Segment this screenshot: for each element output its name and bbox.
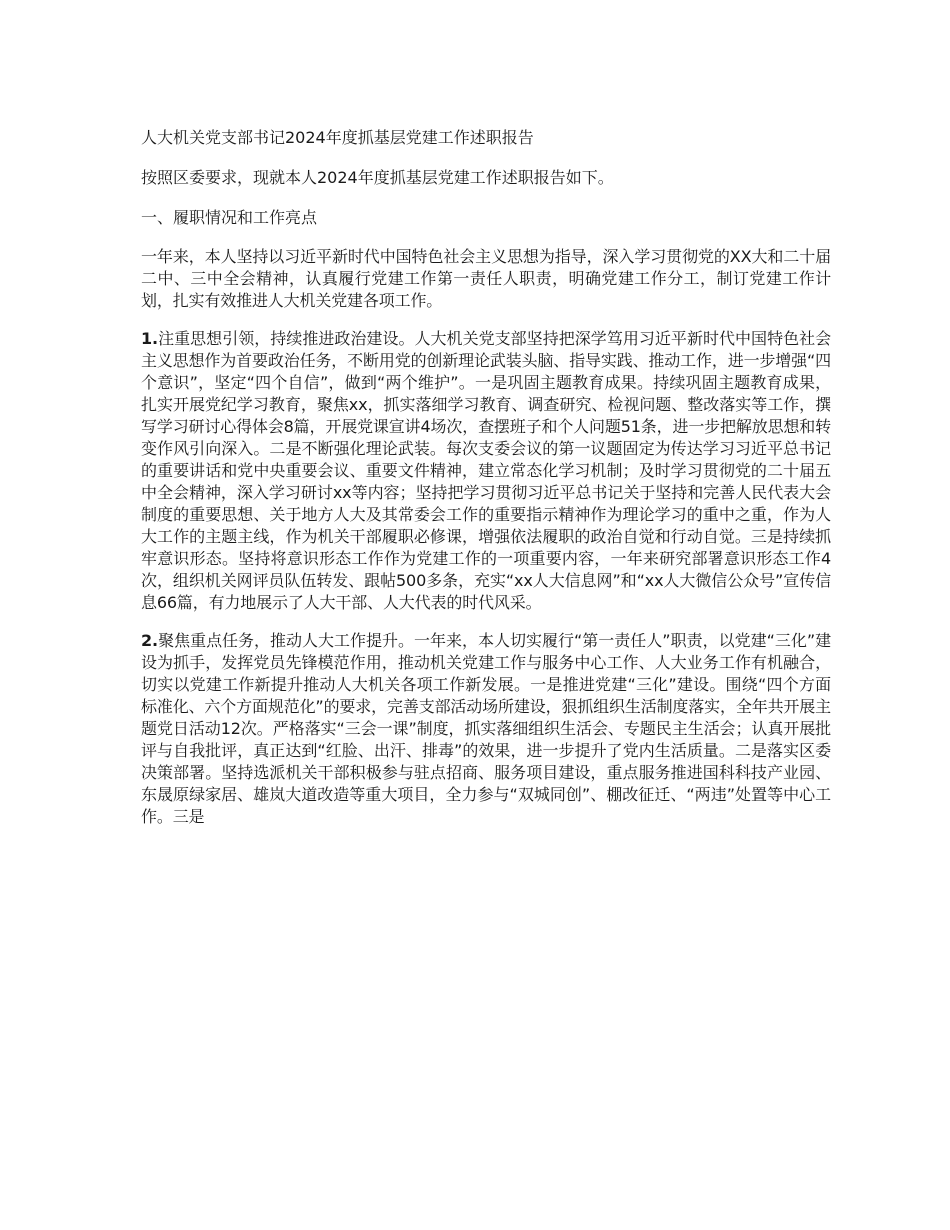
intro-paragraph: 按照区委要求，现就本人2024年度抓基层党建工作述职报告如下。 <box>141 168 614 187</box>
paragraph-text: 注重思想引领，持续推进政治建设。人大机关党支部坚持把深学笃用习近平新时代中国特色社会主义思想作为首要政治任务，不断用党的创新理论武装头脑、指导实践、推动工作，进一步增强“四个意识”，坚定“四个自信”，做到“两个维护”。一是巩固主题教育成果。持续巩固主题教育成果，扎实开展党纪学习教育，聚焦xx，抓实落细学习教育、调查研究、检视问题、整改落实等工作，撰写学习研讨心得体会8篇，开展党课宣讲4场次，查摆班子和个人问题51条，进一步把解放思想和转变作风引向深入。二是不断强化理论武装。每次支委会议的第一议题固定为传达学习习近平总书记的重要讲话和党中央重要会议、重要文件精神，建立常态化学习机制；及时学习贯彻党的二十届五中全会精神，深入学习研讨xx等内容；坚持把学习贯彻习近平总书记关于坚持和完善人民代表大会制度的重要思想、关于地方人大及其常委会工作的重要指示精神作为理论学习的重中之重，作为人大工作的主题主线，作为机关干部履职必修课，增强依法履职的政治自觉和行动自觉。三是持续抓牢意识形态。坚持将意识形态工作作为党建工作的一项重要内容，一年来研究部署意识形态工作4次，组织机关网评员队伍转发、跟帖500多条，充实“xx人大信息网”和“xx人大微信公众号”宣传信息66篇，有力地展示了人大干部、人大代表的时代风采。 <box>141 329 831 612</box>
paragraph-overview: 一年来，本人坚持以习近平新时代中国特色社会主义思想为指导，深入学习贯彻党的XX大和二十届二中、三中全会精神，认真履行党建工作第一责任人职责，明确党建工作分工，制订党建工作计划，扎实有效推进人大机关党建各项工作。 <box>141 247 831 310</box>
paragraph-key-tasks <box>141 630 831 828</box>
document-page <box>141 126 831 844</box>
section-heading: 一、履职情况和工作亮点 <box>141 208 318 227</box>
paragraph-text: 聚焦重点任务，推动人大工作提升。一年来，本人切实履行“第一责任人”职责，以党建“三化”建设为抓手，发挥党员先锋模范作用，推动机关党建工作与服务中心工作、人大业务工作有机融合，切实以党建工作新提升推动人大机关各项工作新发展。一是推进党建“三化”建设。围绕“四个方面标准化、六个方面规范化”的要求，完善支部活动场所建设，狠抓组织生活制度落实，全年共开展主题党日活动12次。严格落实“三会一课”制度，抓实落细组织生活会、专题民主生活会；认真开展批评与自我批评，真正达到“红脸、出汗、排毒”的效果，进一步提升了党内生活质量。二是落实区委决策部署。坚持选派机关干部积极参与驻点招商、服务项目建设，重点服务推进国科科技产业园、东晟原绿家居、雄岚大道改造等重大项目，全力参与“双城同创”、棚改征迁、“两违”处置等中心工作。三是 <box>141 631 831 826</box>
paragraph-number: 2. <box>141 631 158 650</box>
paragraph-political-building <box>141 328 831 614</box>
document-title: 人大机关党支部书记2024年度抓基层党建工作述职报告 <box>141 128 534 147</box>
paragraph-number: 1. <box>141 329 158 348</box>
